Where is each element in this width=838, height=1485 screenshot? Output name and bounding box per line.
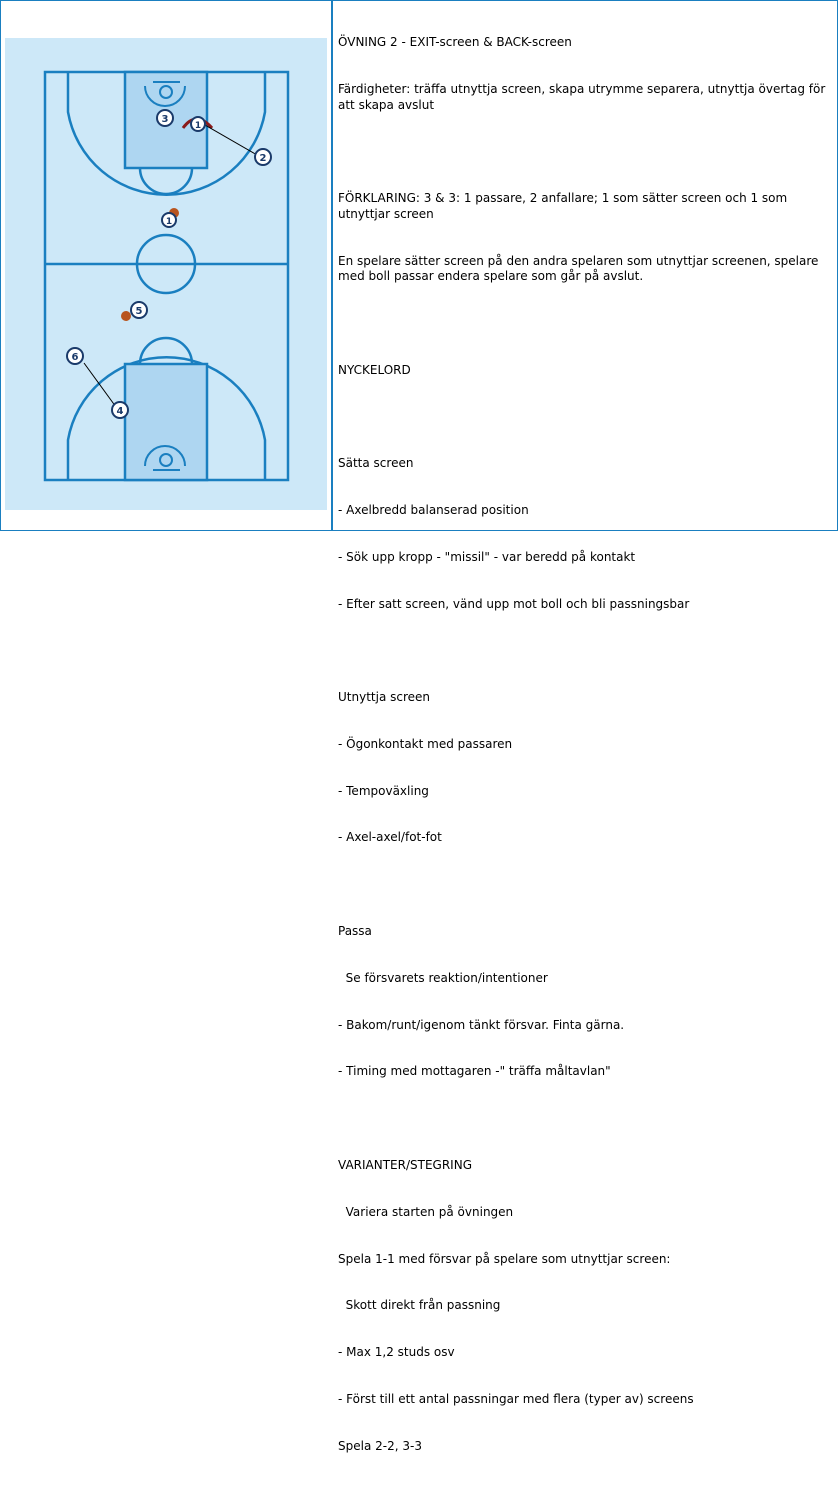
drill-line: - Max 1,2 studs osv [338, 1345, 455, 1360]
bottom-key [125, 364, 207, 480]
drill-line [338, 316, 836, 332]
player-marker [191, 117, 205, 131]
player-marker [162, 213, 176, 227]
drill-line: ÖVNING 2 - EXIT-screen & BACK-screen [338, 35, 572, 50]
court-panel [0, 0, 331, 531]
drill-line: - Ögonkontakt med passaren [338, 736, 513, 751]
player-marker [157, 110, 173, 126]
player-marker [131, 302, 147, 318]
panel-divider [331, 0, 333, 531]
drill-line [338, 409, 836, 425]
player-label: 2 [259, 153, 267, 164]
drill-line [338, 877, 836, 893]
drill-line: - Timing med mottagaren -" träffa måltavlan" [338, 1064, 611, 1079]
player-label: 3 [161, 114, 169, 125]
drill-line: NYCKELORD [338, 362, 411, 377]
drill-text [334, 0, 836, 1485]
drill-line: Passa [338, 924, 372, 939]
drill-line: Se försvarets reaktion/intentioner [338, 970, 548, 985]
drill-line: VARIANTER/STEGRING [338, 1157, 472, 1172]
player-marker [112, 402, 128, 418]
drill-line: Utnyttja screen [338, 690, 430, 705]
drill-line: Variera starten på övningen [338, 1204, 514, 1219]
drill-line: Skott direkt från passning [338, 1298, 501, 1313]
drill-line: - Bakom/runt/igenom tänkt försvar. Finta gärna. [338, 1017, 625, 1032]
player-marker [255, 149, 271, 165]
drill-line [338, 1111, 836, 1127]
drill-line: - Först till ett antal passningar med flera (typer av) screens [338, 1391, 694, 1406]
player-marker [67, 348, 83, 364]
drill-line: FÖRKLARING: 3 & 3: 1 passare, 2 anfallare; 1 som sätter screen och 1 som utnyttjar screen [338, 191, 792, 221]
basketball-icon [121, 311, 131, 321]
player-label: 4 [116, 406, 124, 417]
drill-line: Spela 2-2, 3-3 [338, 1438, 422, 1453]
player-label: 6 [71, 352, 79, 363]
drill-line: Färdigheter: träffa utnyttja screen, skapa utrymme separera, utnyttja övertag för att skapa avslut [338, 81, 830, 112]
court-diagram [0, 0, 331, 531]
drill-line: - Efter satt screen, vänd upp mot boll och bli passningsbar [338, 596, 690, 611]
player-label: 5 [135, 306, 143, 317]
drill-line: Sätta screen [338, 456, 414, 471]
drill-line [338, 144, 836, 160]
player-label: 1 [194, 121, 202, 131]
drill-line [338, 643, 836, 659]
player-label: 1 [165, 217, 173, 227]
drill-line: - Sök upp kropp - "missil" - var beredd på kontakt [338, 549, 636, 564]
drill-line: - Axel-axel/fot-fot [338, 830, 442, 845]
drill-line: Spela 1-1 med försvar på spelare som utnyttjar screen: [338, 1251, 671, 1266]
drill-line: En spelare sätter screen på den andra spelaren som utnyttjar screenen, spelare med boll passar endera spelare som går på avslut. [338, 253, 823, 284]
drill-line: - Tempoväxling [338, 783, 429, 798]
drill-line: - Axelbredd balanserad position [338, 503, 529, 517]
drill-description [334, 0, 836, 1453]
